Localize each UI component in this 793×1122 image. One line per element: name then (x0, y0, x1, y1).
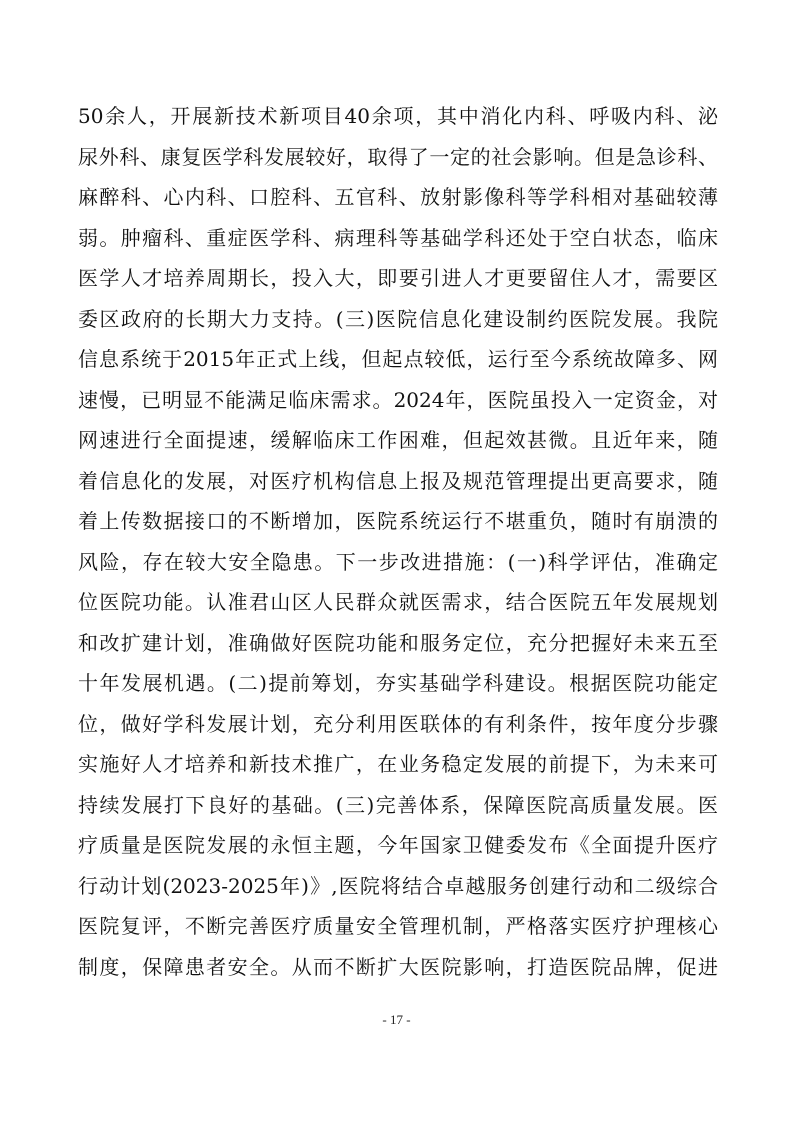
text-line: 弱。肿瘤科、重症医学科、病理科等基础学科还处于空白状态，临床 (78, 225, 718, 250)
text-line: 位，做好学科发展计划，充分利用医联体的有利条件，按年度分步骤 (78, 711, 718, 736)
text-line: 着上传数据接口的不断增加，医院系统运行不堪重负，随时有崩溃的 (78, 509, 718, 533)
text-line: 信息系统于2015年正式上线，但起点较低，运行至今系统故障多、网 (78, 347, 718, 371)
body-text (78, 96, 718, 987)
text-line: 50余人，开展新技术新项目40余项，其中消化内科、呼吸内科、泌 (78, 104, 718, 128)
text-line: 委区政府的长期大力支持。(三)医院信息化建设制约医院发展。我院 (78, 306, 718, 331)
text-line: 和改扩建计划，准确做好医院功能和服务定位，充分把握好未来五至 (78, 630, 718, 655)
text-line: 实施好人才培养和新技术推广，在业务稳定发展的前提下，为未来可 (78, 752, 718, 776)
text-line: 持续发展打下良好的基础。(三)完善体系，保障医院高质量发展。医 (78, 792, 718, 817)
page-number: - 17 - (382, 1012, 411, 1027)
text-line: 网速进行全面提速，缓解临床工作困难，但起效甚微。且近年来，随 (78, 428, 718, 452)
text-line: 医学人才培养周期长，投入大，即要引进人才更要留住人才，需要区 (78, 266, 718, 290)
text-line: 麻醉科、心内科、口腔科、五官科、放射影像科等学科相对基础较薄 (78, 185, 718, 209)
text-line: 尿外科、康复医学科发展较好，取得了一定的社会影响。但是急诊科、 (78, 144, 718, 169)
text-line: 医院复评，不断完善医疗质量安全管理机制，严格落实医疗护理核心 (78, 914, 718, 938)
text-line: 制度，保障患者安全。从而不断扩大医院影响，打造医院品牌，促进 (78, 954, 718, 979)
text-line: 位医院功能。认准君山区人民群众就医需求，结合医院五年发展规划 (78, 590, 718, 614)
text-line: 行动计划(2023-2025年)》,医院将结合卓越服务创建行动和二级综合 (78, 873, 718, 898)
text-line: 风险，存在较大安全隐患。下一步改进措施：(一)科学评估，准确定 (78, 549, 718, 574)
text-line: 十年发展机遇。(二)提前筹划，夯实基础学科建设。根据医院功能定 (78, 671, 718, 695)
text-line: 着信息化的发展，对医疗机构信息上报及规范管理提出更高要求，随 (78, 468, 718, 493)
text-line: 疗质量是医院发展的永恒主题，今年国家卫健委发布《全面提升医疗 (78, 833, 718, 857)
text-line: 速慢，已明显不能满足临床需求。2024年，医院虽投入一定资金，对 (78, 387, 718, 412)
